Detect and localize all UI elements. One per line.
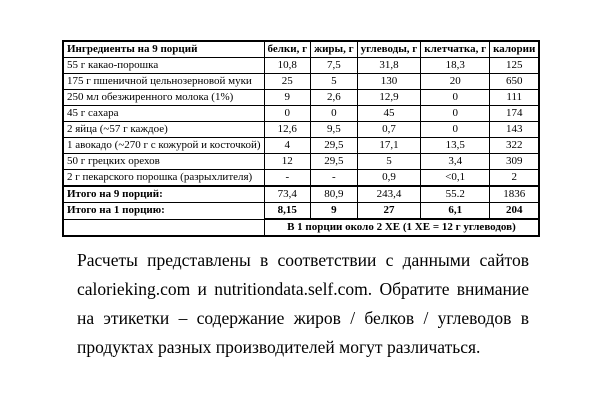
protein-value: - xyxy=(264,170,311,187)
table-row xyxy=(63,154,539,170)
calories-value: 2 xyxy=(490,170,540,187)
totals-1-portion-row xyxy=(63,203,539,220)
carbs-value: 31,8 xyxy=(357,58,421,74)
fiber-value: <0,1 xyxy=(421,170,490,187)
fiber-value: 0 xyxy=(421,122,490,138)
table-row xyxy=(63,106,539,122)
xe-note-row xyxy=(63,219,539,236)
protein-value: 12 xyxy=(264,154,311,170)
carbs-value: 0,7 xyxy=(357,122,421,138)
protein-value: 9 xyxy=(264,90,311,106)
totals-9-portions-row xyxy=(63,186,539,203)
carbs-value: 45 xyxy=(357,106,421,122)
fiber-value: 55.2 xyxy=(421,186,490,203)
carbs-value: 27 xyxy=(357,203,421,220)
carbs-value: 5 xyxy=(357,154,421,170)
calories-value: 322 xyxy=(490,138,540,154)
table-row xyxy=(63,138,539,154)
fiber-value: 18,3 xyxy=(421,58,490,74)
table-row xyxy=(63,74,539,90)
protein-value: 0 xyxy=(264,106,311,122)
fiber-value: 20 xyxy=(421,74,490,90)
ingredient-name: 175 г пшеничной цельнозерновой муки xyxy=(63,74,264,90)
carbs-value: 0,9 xyxy=(357,170,421,187)
nutrition-table xyxy=(62,40,540,237)
empty-cell xyxy=(63,219,264,236)
fiber-value: 0 xyxy=(421,106,490,122)
protein-value: 73,4 xyxy=(264,186,311,203)
calories-value: 309 xyxy=(490,154,540,170)
calories-value: 111 xyxy=(490,90,540,106)
table-header-row xyxy=(63,41,539,58)
fat-value: 9 xyxy=(311,203,358,220)
protein-value: 10,8 xyxy=(264,58,311,74)
ingredient-name: 2 г пекарского порошка (разрыхлителя) xyxy=(63,170,264,187)
fat-value: 9,5 xyxy=(311,122,358,138)
fat-value: 29,5 xyxy=(311,138,358,154)
xe-note: В 1 порции около 2 ХЕ (1 ХЕ = 12 г углеводов) xyxy=(264,219,539,236)
table-row xyxy=(63,58,539,74)
calories-value: 125 xyxy=(490,58,540,74)
fiber-value: 13,5 xyxy=(421,138,490,154)
table-row xyxy=(63,90,539,106)
calories-value: 1836 xyxy=(490,186,540,203)
fat-value: 5 xyxy=(311,74,358,90)
header-fiber: клетчатка, г xyxy=(421,41,490,58)
table-row xyxy=(63,170,539,187)
fat-value: 0 xyxy=(311,106,358,122)
ingredient-name: 55 г какао-порошка xyxy=(63,58,264,74)
fat-value: 29,5 xyxy=(311,154,358,170)
calories-value: 174 xyxy=(490,106,540,122)
fat-value: 80,9 xyxy=(311,186,358,203)
protein-value: 25 xyxy=(264,74,311,90)
header-carbs: углеводы, г xyxy=(357,41,421,58)
fiber-value: 0 xyxy=(421,90,490,106)
calculation-note-paragraph: Расчеты представлены в соответствии с данными сайтов calorieking.com и nutritiondata.self.com. Обратите внимание на этикетки – содержание жиров / белков / углеводов в продуктах разных производителей могут различаться. xyxy=(77,250,529,357)
fat-value: 7,5 xyxy=(311,58,358,74)
table-row xyxy=(63,122,539,138)
totals-9-label: Итого на 9 порций: xyxy=(63,186,264,203)
protein-value: 4 xyxy=(264,138,311,154)
header-ingredients: Ингредиенты на 9 порций xyxy=(63,41,264,58)
calories-value: 204 xyxy=(490,203,540,220)
fiber-value: 6,1 xyxy=(421,203,490,220)
header-protein: белки, г xyxy=(264,41,311,58)
ingredient-name: 50 г грецких орехов xyxy=(63,154,264,170)
calories-value: 143 xyxy=(490,122,540,138)
header-calories: калории xyxy=(490,41,540,58)
calories-value: 650 xyxy=(490,74,540,90)
carbs-value: 17,1 xyxy=(357,138,421,154)
fiber-value: 3,4 xyxy=(421,154,490,170)
protein-value: 12,6 xyxy=(264,122,311,138)
carbs-value: 12,9 xyxy=(357,90,421,106)
fat-value: 2,6 xyxy=(311,90,358,106)
header-fat: жиры, г xyxy=(311,41,358,58)
totals-1-label: Итого на 1 порцию: xyxy=(63,203,264,220)
ingredient-name: 1 авокадо (~270 г с кожурой и косточкой) xyxy=(63,138,264,154)
protein-value: 8,15 xyxy=(264,203,311,220)
ingredient-name: 45 г сахара xyxy=(63,106,264,122)
carbs-value: 243,4 xyxy=(357,186,421,203)
fat-value: - xyxy=(311,170,358,187)
carbs-value: 130 xyxy=(357,74,421,90)
ingredient-name: 250 мл обезжиренного молока (1%) xyxy=(63,90,264,106)
ingredient-name: 2 яйца (~57 г каждое) xyxy=(63,122,264,138)
